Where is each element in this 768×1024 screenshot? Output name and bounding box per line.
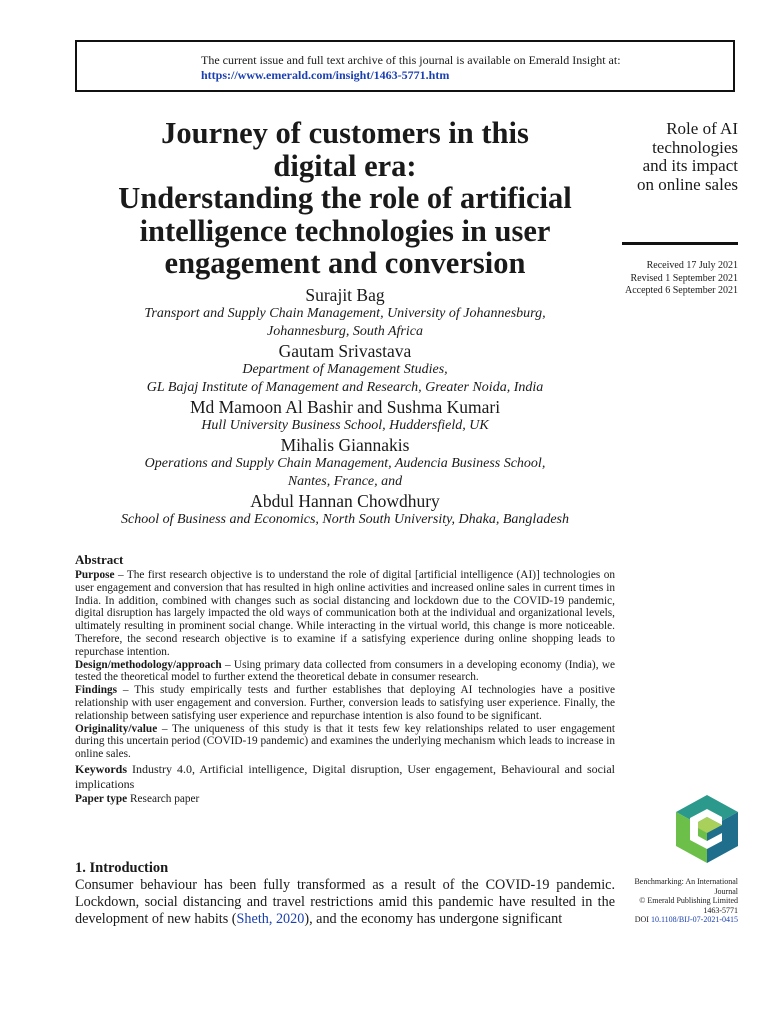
- abstract-originality: Originality/value – The uniqueness of this study is that it tests few key relationships related to user engagement during this uncertain period (COVID-19 pandemic) and examines the underlying mechanism which leads to increase in online sales.: [75, 722, 615, 761]
- margin-running-title: [620, 120, 738, 194]
- title-line: engagement and conversion: [164, 246, 526, 280]
- margin-title-line: on online sales: [636, 174, 738, 194]
- introduction-paragraph: Consumer behaviour has been fully transformed as a result of the COVID-19 pandemic. Lockdown, social distancing and travel restrictions amid this pandemic have resulted in the development of new habits (Sheth, 2020), and the economy has undergone significant: [75, 877, 615, 927]
- abstract-heading: Abstract: [75, 552, 124, 567]
- publisher: © Emerald Publishing Limited: [639, 896, 738, 906]
- author-affiliation: Transport and Supply Chain Management, University of Johannesburg, Johannesburg, South Africa: [144, 306, 546, 339]
- journal-url-link[interactable]: https://www.emerald.com/insight/1463-5771.htm: [201, 68, 450, 82]
- margin-title-line: Role of AI: [666, 119, 738, 138]
- margin-title-line: technologies: [652, 137, 738, 157]
- author-list: [75, 285, 615, 529]
- journal-name: Journal: [714, 886, 738, 896]
- author-affiliation: Operations and Supply Chain Management, Audencia Business School, Nantes, France, and: [144, 456, 546, 489]
- author-name: Mihalis Giannakis: [280, 435, 410, 455]
- keywords: Keywords Industry 4.0, Artificial intelligence, Digital disruption, User engagement, Behavioural and social implications: [75, 761, 615, 792]
- paper-type: Paper type Research paper: [75, 792, 200, 805]
- archive-notice-text: [201, 53, 621, 83]
- author-name: Abdul Hannan Chowdhury: [250, 491, 440, 511]
- author-name: Gautam Srivastava: [278, 341, 412, 361]
- abstract-findings: Findings – This study empirically tests and further establishes that deploying AI technologies have a positive relationship with user engagement and conversion. Further, conversion leads to satisfying user experience. Finally, the relationship between satisfying user experience and repurchase intention is also found to be significant.: [75, 684, 615, 722]
- abstract-purpose: Purpose – The first research objective is to understand the role of digital [artificial intelligence (AI)] technologies on user engagement and conversion that has resulted in high online activities and increased online sales in current times in India. In addition, combined with changes such as social distancing and lockdown due to the COVID-19 pandemic, digital disruption has largely impacted the old ways of communication both at the individual and organizational levels, ultimately resulting in prominent social change. While interacting in the virtual world, this change is more noticeable. Therefore, the second research objective is to examine if a satisfying experience during online shopping leads to repurchase intention.: [75, 569, 615, 658]
- title-line: digital era:: [273, 148, 417, 183]
- title-line: Journey of customers in this: [161, 116, 529, 150]
- author-affiliation: School of Business and Economics, North South University, Dhaka, Bangladesh: [121, 512, 569, 527]
- emerald-logo-icon: [676, 795, 738, 863]
- abstract-design: Design/methodology/approach – Using primary data collected from consumers in a developing economy (India), we tested the theoretical model to further extend the theoretical debate in consumer research.: [75, 658, 615, 684]
- doi-link[interactable]: 10.1108/BIJ-07-2021-0415: [650, 915, 738, 925]
- submission-dates: [600, 260, 738, 298]
- introduction-heading: 1. Introduction: [75, 860, 169, 876]
- abstract-section: [75, 551, 615, 806]
- accepted-date: Accepted 6 September 2021: [624, 285, 738, 296]
- author-name: Md Mamoon Al Bashir and Sushma Kumari: [189, 397, 501, 417]
- revised-date: Revised 1 September 2021: [630, 272, 738, 284]
- author-affiliation: Hull University Business School, Huddersfield, UK: [201, 418, 489, 433]
- doi-label: DOI: [634, 915, 649, 925]
- received-date: Received 17 July 2021: [646, 260, 738, 271]
- issn: 1463-5771: [703, 905, 738, 915]
- margin-divider: [622, 242, 738, 245]
- journal-info: [600, 877, 738, 925]
- notice-sentence: The current issue and full text archive of this journal is available on Emerald Insight at:: [201, 53, 621, 67]
- author-name: Surajit Bag: [305, 285, 385, 305]
- title-line: intelligence technologies in user: [139, 213, 551, 248]
- margin-title-line: and its impact: [642, 156, 738, 175]
- journal-name: Benchmarking: An International: [634, 877, 738, 886]
- citation-link[interactable]: Sheth, 2020: [236, 911, 305, 927]
- archive-notice-box: [75, 40, 735, 92]
- author-affiliation: Department of Management Studies, GL Bajaj Institute of Management and Research, Greater Noida, India: [146, 362, 544, 395]
- title-line: Understanding the role of artificial: [118, 181, 572, 215]
- paper-title: [75, 117, 615, 280]
- introduction-section: [75, 859, 615, 928]
